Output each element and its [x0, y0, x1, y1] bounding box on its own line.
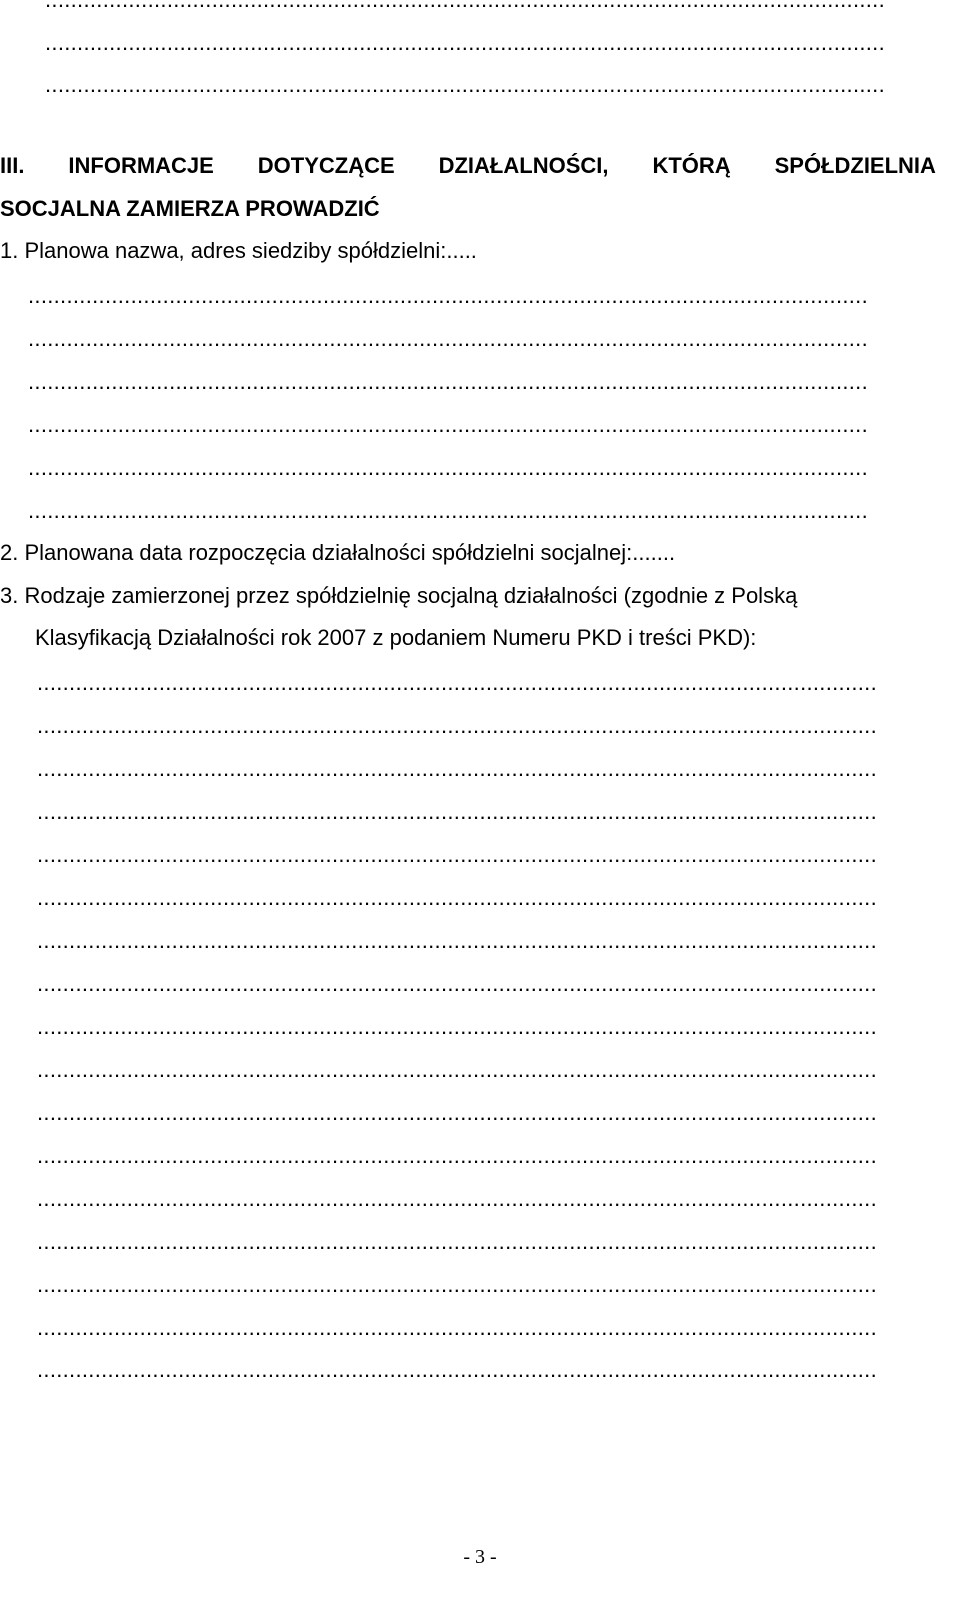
- fill-line[interactable]: ...................................................................................................................................: [37, 670, 878, 695]
- fill-line[interactable]: ...................................................................................................................................: [37, 842, 878, 867]
- fill-line[interactable]: ...................................................................................................................................: [37, 713, 878, 738]
- fill-line[interactable]: ...................................................................................................................................: [37, 1186, 878, 1211]
- item-2-label: 2. Planowana data rozpoczęcia działalności spółdzielni socjalnej:.......: [0, 540, 676, 565]
- item-3-label-continued: Klasyfikacją Działalności rok 2007 z podaniem Numeru PKD i treści PKD):: [35, 625, 757, 650]
- heading-word: KTÓRĄ: [652, 153, 731, 178]
- fill-line[interactable]: ...................................................................................................................................: [37, 1057, 878, 1082]
- fill-line[interactable]: ...................................................................................................................................: [37, 885, 878, 910]
- fill-line[interactable]: ...................................................................................................................................: [37, 1100, 878, 1125]
- heading-word: DZIAŁALNOŚCI,: [438, 153, 609, 178]
- heading-word: III.: [0, 153, 25, 178]
- item-3-label: 3. Rodzaje zamierzonej przez spółdzielnię socjalną działalności (zgodnie z Polską: [0, 583, 798, 608]
- fill-line[interactable]: ...................................................................................................................................: [37, 1143, 878, 1168]
- fill-line[interactable]: ...................................................................................................................................: [37, 971, 878, 996]
- heading-word: SPÓŁDZIELNIA: [774, 153, 936, 178]
- fill-line[interactable]: ...................................................................................................................................: [37, 1357, 878, 1382]
- fill-line[interactable]: ...................................................................................................................................: [28, 498, 869, 523]
- fill-line[interactable]: ...................................................................................................................................: [45, 30, 886, 55]
- fill-line[interactable]: ...................................................................................................................................: [28, 412, 869, 437]
- fill-line[interactable]: ...................................................................................................................................: [37, 1315, 878, 1340]
- fill-line[interactable]: ...................................................................................................................................: [28, 455, 869, 480]
- section-heading: [0, 153, 936, 179]
- fill-line[interactable]: ...................................................................................................................................: [37, 1229, 878, 1254]
- fill-line[interactable]: ...................................................................................................................................: [37, 1014, 878, 1039]
- fill-line[interactable]: ...................................................................................................................................: [28, 326, 869, 351]
- section-heading-line2: SOCJALNA ZAMIERZA PROWADZIĆ: [0, 196, 380, 221]
- fill-line[interactable]: ...................................................................................................................................: [37, 1272, 878, 1297]
- heading-word: INFORMACJE: [68, 153, 214, 178]
- fill-line[interactable]: ...................................................................................................................................: [37, 928, 878, 953]
- fill-line[interactable]: ...................................................................................................................................: [37, 756, 878, 781]
- fill-line[interactable]: ...................................................................................................................................: [37, 799, 878, 824]
- fill-line[interactable]: ...................................................................................................................................: [28, 369, 869, 394]
- item-1-label: 1. Planowa nazwa, adres siedziby spółdzielni:.....: [0, 238, 477, 263]
- page-number: - 3 -: [463, 1546, 497, 1568]
- heading-word: DOTYCZĄCE: [257, 153, 395, 178]
- fill-line[interactable]: ...................................................................................................................................: [28, 283, 869, 308]
- fill-line[interactable]: ...................................................................................................................................: [45, 72, 886, 97]
- fill-line[interactable]: [45, 0, 930, 13]
